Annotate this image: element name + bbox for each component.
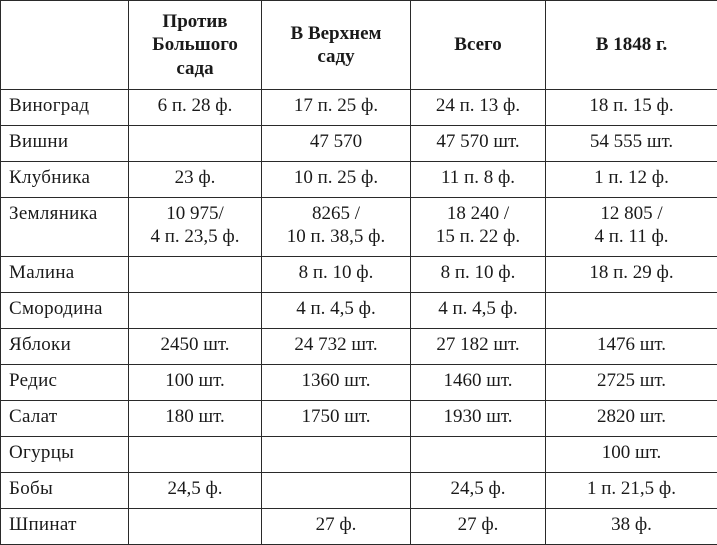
table-cell: [546, 509, 717, 545]
cell-line: 100 шт.: [552, 441, 711, 464]
table-cell: [411, 198, 546, 257]
cell-line: 47 570 шт.: [417, 130, 539, 153]
cell-line: 24,5 ф.: [135, 477, 255, 500]
table-cell: [262, 437, 411, 473]
cell-line: 54 555 шт.: [552, 130, 711, 153]
cell-line: 2820 шт.: [552, 405, 711, 428]
cell-line: 24,5 ф.: [417, 477, 539, 500]
table-cell: [546, 365, 717, 401]
cell-line: 1750 шт.: [268, 405, 404, 428]
table-cell: [262, 162, 411, 198]
cell-line: 10 975/: [135, 202, 255, 225]
cell-line: 12 805 /: [552, 202, 711, 225]
cell-line: 1460 шт.: [417, 369, 539, 392]
row-label: Яблоки: [1, 329, 129, 365]
cell-line: 4 п. 4,5 ф.: [417, 297, 539, 320]
cell-line: 8 п. 10 ф.: [417, 261, 539, 284]
header-line: Всего: [417, 33, 539, 56]
row-label: Клубника: [1, 162, 129, 198]
table-cell: [546, 257, 717, 293]
cell-line: 180 шт.: [135, 405, 255, 428]
table-cell: [411, 126, 546, 162]
table-row: [1, 126, 717, 162]
header-line: В Верхнем: [268, 22, 404, 45]
cell-line: 6 п. 28 ф.: [135, 94, 255, 117]
cell-line: 2450 шт.: [135, 333, 255, 356]
table-cell: [546, 126, 717, 162]
table-cell: [262, 401, 411, 437]
cell-line: 23 ф.: [135, 166, 255, 189]
table-cell: [411, 329, 546, 365]
cell-line: 10 п. 38,5 ф.: [268, 225, 404, 248]
table-cell: [546, 162, 717, 198]
cell-line: 24 732 шт.: [268, 333, 404, 356]
row-label: Редис: [1, 365, 129, 401]
header-line: сада: [135, 57, 255, 80]
table-header: [1, 1, 717, 90]
cell-line: 4 п. 11 ф.: [552, 225, 711, 248]
row-label: Огурцы: [1, 437, 129, 473]
table-cell: [411, 162, 546, 198]
cell-line: 1930 шт.: [417, 405, 539, 428]
table-cell: [129, 126, 262, 162]
cell-line: 100 шт.: [135, 369, 255, 392]
cell-line: 1 п. 12 ф.: [552, 166, 711, 189]
row-label: Бобы: [1, 473, 129, 509]
table-cell: [262, 257, 411, 293]
cell-line: 27 ф.: [417, 513, 539, 536]
table-cell: [546, 401, 717, 437]
header-cell-1848: [546, 1, 717, 90]
row-label: Земляника: [1, 198, 129, 257]
header-line: В 1848 г.: [552, 33, 711, 56]
header-row: [1, 1, 717, 90]
cell-line: 11 п. 8 ф.: [417, 166, 539, 189]
cell-line: 27 ф.: [268, 513, 404, 536]
cell-line: 1 п. 21,5 ф.: [552, 477, 711, 500]
cell-line: 2725 шт.: [552, 369, 711, 392]
cell-line: 47 570: [268, 130, 404, 153]
table-cell: [411, 90, 546, 126]
table-cell: [262, 198, 411, 257]
table-cell: [129, 473, 262, 509]
row-label: Шпинат: [1, 509, 129, 545]
table-cell: [411, 365, 546, 401]
table-cell: [129, 509, 262, 545]
cell-line: 17 п. 25 ф.: [268, 94, 404, 117]
header-line: Против: [135, 10, 255, 33]
cell-line: 4 п. 23,5 ф.: [135, 225, 255, 248]
table-cell: [262, 473, 411, 509]
table-cell: [411, 437, 546, 473]
table-cell: [262, 90, 411, 126]
table-cell: [546, 90, 717, 126]
table-cell: [129, 329, 262, 365]
table-row: [1, 365, 717, 401]
table-cell: [546, 473, 717, 509]
table-cell: [129, 437, 262, 473]
table-row: [1, 509, 717, 545]
row-label: Малина: [1, 257, 129, 293]
table-cell: [411, 473, 546, 509]
table-row: [1, 257, 717, 293]
table-cell: [546, 198, 717, 257]
table-cell: [411, 401, 546, 437]
table-cell: [411, 293, 546, 329]
row-label: Смородина: [1, 293, 129, 329]
table-cell: [546, 437, 717, 473]
cell-line: 8265 /: [268, 202, 404, 225]
table-cell: [129, 90, 262, 126]
table-row: [1, 198, 717, 257]
header-line: саду: [268, 45, 404, 68]
row-label: Вишни: [1, 126, 129, 162]
table-cell: [129, 293, 262, 329]
table-cell: [546, 329, 717, 365]
cell-line: 18 п. 29 ф.: [552, 261, 711, 284]
cell-line: 38 ф.: [552, 513, 711, 536]
table-cell: [262, 365, 411, 401]
table-row: [1, 90, 717, 126]
cell-line: 1360 шт.: [268, 369, 404, 392]
table-cell: [262, 126, 411, 162]
table-row: [1, 473, 717, 509]
table-cell: [129, 162, 262, 198]
cell-line: 15 п. 22 ф.: [417, 225, 539, 248]
header-cell-opposite-big-garden: [129, 1, 262, 90]
table-cell: [262, 509, 411, 545]
table-row: [1, 329, 717, 365]
table-cell: [411, 509, 546, 545]
table-row: [1, 293, 717, 329]
cell-line: 27 182 шт.: [417, 333, 539, 356]
header-cell-empty: [1, 1, 129, 90]
table-body: [1, 90, 717, 545]
table-cell: [129, 401, 262, 437]
table-row: [1, 401, 717, 437]
row-label: Салат: [1, 401, 129, 437]
table-cell: [129, 198, 262, 257]
cell-line: 4 п. 4,5 ф.: [268, 297, 404, 320]
table-cell: [262, 329, 411, 365]
header-line: Большого: [135, 33, 255, 56]
table-cell: [411, 257, 546, 293]
table-cell: [546, 293, 717, 329]
table-cell: [129, 365, 262, 401]
cell-line: 8 п. 10 ф.: [268, 261, 404, 284]
table-cell: [129, 257, 262, 293]
cell-line: 1476 шт.: [552, 333, 711, 356]
table-row: [1, 162, 717, 198]
header-cell-upper-garden: [262, 1, 411, 90]
cell-line: 24 п. 13 ф.: [417, 94, 539, 117]
cell-line: 18 240 /: [417, 202, 539, 225]
row-label: Виноград: [1, 90, 129, 126]
cell-line: 10 п. 25 ф.: [268, 166, 404, 189]
header-cell-total: [411, 1, 546, 90]
table-cell: [262, 293, 411, 329]
cell-line: 18 п. 15 ф.: [552, 94, 711, 117]
table-row: [1, 437, 717, 473]
